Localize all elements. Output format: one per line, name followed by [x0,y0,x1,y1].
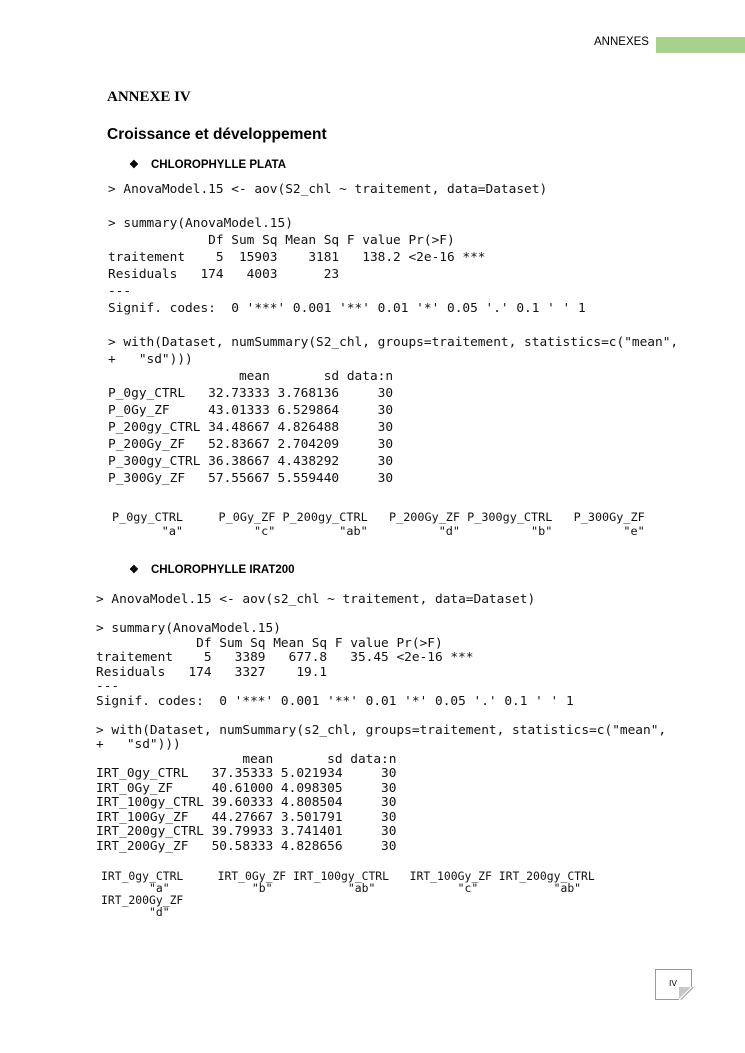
section-title: Croissance et développement [107,126,327,143]
annex-title: ANNEXE IV [107,89,191,105]
page-box-edge [691,969,692,987]
r-console-output-plata: > AnovaModel.15 <- aov(S2_chl ~ traitement, data=Dataset) > summary(AnovaModel.15) Df Sum Sq Mean Sq F value Pr(>F) traitement 5 15903 3181 138.2 <2e-16 *** Residuals 174 4003 23 --- Signif. codes: 0 '***' 0.001 '**' 0.01 '*' 0.05 '.' 0.1 ' ' 1 > with(Dataset, numSummary(S2_chl, groups=traitement, statistics=c("mean", + "sd"))) mean sd data:n P_0gy_CTRL 32.73333 3.768136 30 P_0Gy_ZF 43.01333 6.529864 30 P_200gy_CTRL 34.48667 4.826488 30 P_200Gy_ZF 52.83667 2.704209 30 P_300gy_CTRL 36.38667 4.438292 30 P_300Gy_ZF 57.55667 5.559440 30 [108,182,679,486]
r-groups-output-irat200: IRT_0gy_CTRL IRT_0Gy_ZF IRT_100gy_CTRL IRT_100Gy_ZF IRT_200gy_CTRL "a" "b" "ab" "c" "ab" IRT_200Gy_ZF "d" [101,869,595,919]
subsection-title: CHLOROPHYLLE PLATA [151,159,287,171]
subsection-heading-plata [129,158,286,171]
header-accent-bar [656,37,745,53]
r-groups-output-plata: P_0gy_CTRL P_0Gy_ZF P_200gy_CTRL P_200Gy_ZF P_300gy_CTRL P_300Gy_ZF "a" "c" "ab" "d" "b" "e" [112,510,645,539]
page-box-edge [655,999,679,1000]
header-section-label: ANNEXES [594,36,649,48]
diamond-bullet-icon: ❖ [129,159,139,171]
subsection-heading-irat200 [129,563,295,576]
page-number: IV [668,978,678,988]
subsection-title: CHLOROPHYLLE IRAT200 [151,564,295,576]
diamond-bullet-icon: ❖ [129,564,139,576]
r-console-output-irat200: > AnovaModel.15 <- aov(s2_chl ~ traitement, data=Dataset) > summary(AnovaModel.15) Df Sum Sq Mean Sq F value Pr(>F) traitement 5 3389 677.8 35.45 <2e-16 *** Residuals 174 3327 19.1 --- Signif. codes: 0 '***' 0.001 '**' 0.01 '*' 0.05 '.' 0.1 ' ' 1 > with(Dataset, numSummary(s2_chl, groups=traitement, statistics=c("mean", + "sd"))) mean sd data:n IRT_0gy_CTRL 37.35333 5.021934 30 IRT_0Gy_ZF 40.61000 4.098305 30 IRT_100gy_CTRL 39.60333 4.808504 30 IRT_100Gy_ZF 44.27667 3.501791 30 IRT_200gy_CTRL 39.79933 3.741401 30 IRT_200Gy_ZF 50.58333 4.828656 30 [96,592,667,854]
